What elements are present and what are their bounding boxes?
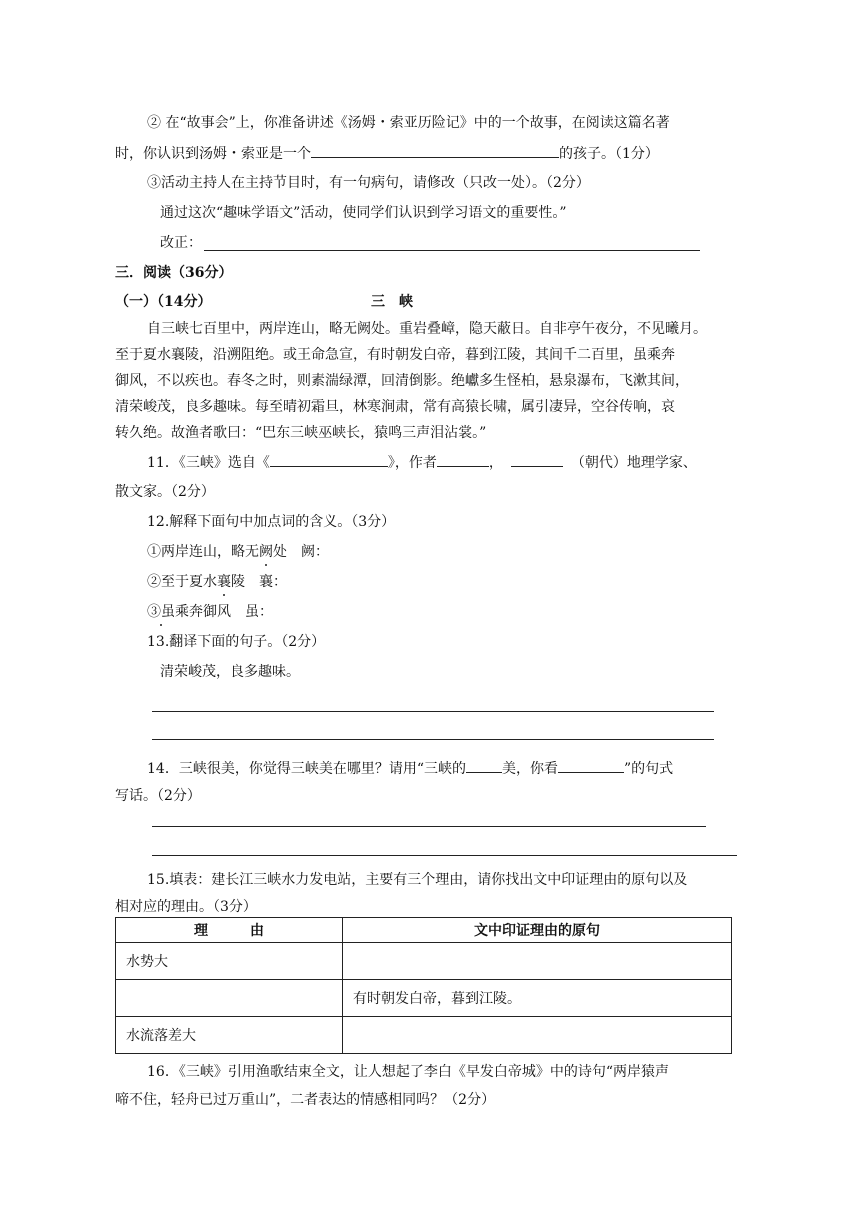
- q14-answer-line-1[interactable]: [152, 826, 706, 827]
- story-question-suffix: 的孩子。（1分）: [559, 146, 659, 162]
- q12-item1-pre: ①两岸连山，略无: [147, 544, 259, 560]
- q13-answer-line-1[interactable]: [152, 711, 714, 712]
- q14-text-a: 14．三峡很美，你觉得三峡美在哪里？请用“三峡的: [147, 761, 466, 777]
- fix-answer-line[interactable]: [204, 250, 700, 251]
- passage-title: 三 峡: [371, 294, 413, 310]
- story-question-prefix: 时，你认识到汤姆・索亚是一个: [115, 146, 311, 162]
- subsection-heading: （一）（14分）: [115, 294, 212, 310]
- q12-item1-post: 处 阙：: [273, 544, 329, 560]
- q12-item2-post: 陵 襄：: [231, 574, 287, 590]
- table-header-row: [116, 918, 732, 943]
- q14-answer-line-2[interactable]: [152, 855, 737, 856]
- q12-item1-dotted-word: 阙: [259, 544, 273, 560]
- q16-line1: 16．《三峡》引用渔歌结束全文，让人想起了李白《早发白帝城》中的诗句“两岸猿声: [147, 1064, 669, 1080]
- story-question-line2: [115, 143, 659, 164]
- q11-line1: [147, 452, 697, 473]
- q14-text-c: ”的句式: [623, 761, 674, 777]
- q12-item-2: [147, 572, 287, 592]
- table-header-reason: 理 由: [116, 918, 343, 943]
- q11-author-blank[interactable]: [437, 452, 489, 467]
- fix-label: 改正：: [160, 235, 202, 251]
- sick-sentence-question: ③活动主持人在主持节目时，有一句病句，请修改（只改一处）。（2分）: [147, 175, 590, 191]
- q14-blank-2[interactable]: [558, 758, 624, 773]
- table-header-quote: 文中印证理由的原句: [343, 918, 732, 943]
- story-question-line1: ② 在“故事会”上，你准备讲述《汤姆・索亚历险记》中的一个故事，在阅读这篇名著: [147, 115, 670, 131]
- table-cell-quote[interactable]: 有时朝发白帝，暮到江陵。: [343, 980, 732, 1017]
- q16-line2: 啼不住，轻舟已过万重山”，二者表达的情感相同吗？（2分）: [115, 1092, 496, 1108]
- reason-table: [115, 917, 732, 1054]
- passage-line: 转久绝。故渔者歌曰：“巴东三峡巫峡长，猿鸣三声泪沾裳。”: [115, 425, 487, 441]
- q11-dynasty-blank[interactable]: [511, 452, 563, 467]
- table-cell-reason[interactable]: 水势大: [116, 943, 343, 980]
- q11-text-a: 11．《三峡》选自《: [147, 455, 270, 471]
- table-cell-reason[interactable]: [116, 980, 343, 1017]
- q13-answer-line-2[interactable]: [152, 739, 714, 740]
- q12-item2-dotted-word: 襄: [217, 574, 231, 590]
- passage-line: 清荣峻茂，良多趣味。每至晴初霜旦，林寒涧肃，常有高猿长啸，属引凄异，空谷传响，哀: [115, 399, 675, 415]
- q15-line2: 相对应的理由。（3分）: [115, 899, 257, 915]
- passage-line: 自三峡七百里中，两岸连山，略无阙处。重岩叠嶂，隐天蔽日。自非亭午夜分，不见曦月。: [147, 321, 707, 337]
- q13-sentence: 清荣峻茂，良多趣味。: [160, 664, 300, 680]
- passage-line: 至于夏水襄陵，沿溯阻绝。或王命急宣，有时朝发白帝，暮到江陵，其间千二百里，虽乘奔: [115, 347, 675, 363]
- q12-item3-dotted-word: ③虽: [147, 604, 175, 620]
- q14-blank-1[interactable]: [466, 758, 502, 773]
- table-cell-reason[interactable]: 水流落差大: [116, 1017, 343, 1054]
- section-heading: 三．阅读（36分）: [115, 265, 233, 281]
- q14-line1: [147, 758, 673, 779]
- q15-line1: 15.填表：建长江三峡水力发电站，主要有三个理由，请你找出文中印证理由的原句以及: [147, 872, 688, 888]
- q12-item3-post: 乘奔御风 虽：: [175, 604, 273, 620]
- passage-line: 御风，不以疾也。春冬之时，则素湍绿潭，回清倒影。绝巘多生怪柏，悬泉瀑布，飞漱其间，: [115, 373, 689, 389]
- q13-title: 13.翻译下面的句子。（2分）: [147, 634, 326, 650]
- q11-text-c: ，: [488, 455, 503, 471]
- q12-item-1: [147, 542, 329, 562]
- q12-title: 12.解释下面句中加点词的含义。（3分）: [147, 514, 396, 530]
- table-row: [116, 1017, 732, 1054]
- table-row: [116, 980, 732, 1017]
- q12-item-3: [147, 602, 273, 622]
- table-cell-quote[interactable]: [343, 943, 732, 980]
- story-answer-blank[interactable]: [311, 143, 559, 158]
- q11-text-b: 》，作者: [387, 455, 437, 471]
- q12-item2-pre: ②至于夏水: [147, 574, 217, 590]
- table-row: [116, 943, 732, 980]
- table-cell-quote[interactable]: [343, 1017, 732, 1054]
- q11-text-d: （朝代）地理学家、: [570, 455, 697, 471]
- q14-text-b: 美，你看: [501, 761, 558, 777]
- q14-line2: 写话。（2分）: [115, 788, 201, 804]
- sick-sentence-text: 通过这次“趣味学语文”活动，使同学们认识到学习语文的重要性。”: [160, 205, 567, 221]
- q11-source-blank[interactable]: [270, 452, 388, 467]
- q11-line2: 散文家。（2分）: [115, 484, 215, 500]
